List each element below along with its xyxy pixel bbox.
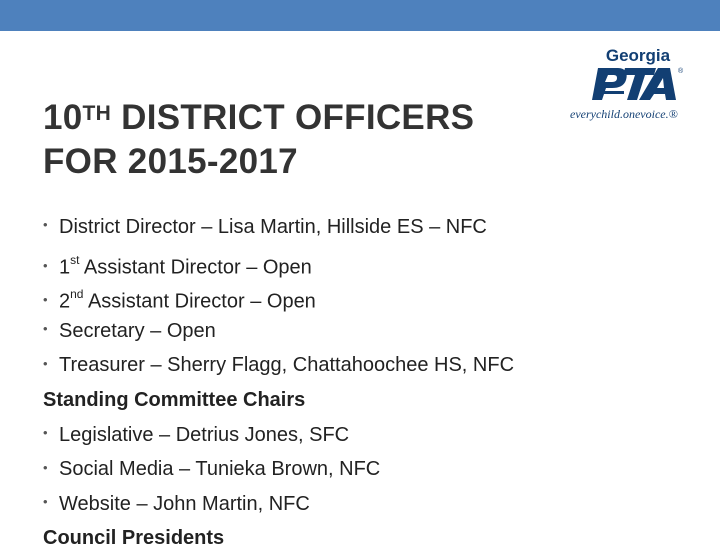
council-presidents-heading: Council Presidents: [43, 527, 225, 550]
list-item-text: Website – John Martin, NFC: [59, 492, 310, 515]
title-line-1: [43, 96, 474, 140]
logo-trademark: ®: [678, 68, 684, 75]
bullet-icon: •: [43, 355, 48, 371]
list-item-text: Assistant Director – Open: [79, 256, 312, 279]
logo-tagline: everychild.onevoice.®: [570, 107, 678, 121]
list-item-text: Assistant Director – Open: [83, 290, 316, 313]
title-line-2: FOR 2015-2017: [43, 142, 298, 181]
slide-title: [43, 96, 474, 184]
pta-logo-mark: [592, 66, 684, 102]
list-item: [43, 487, 713, 522]
bullet-icon: •: [43, 459, 48, 475]
list-item: [43, 279, 713, 314]
list-item: [43, 210, 713, 245]
slide-body: [43, 210, 713, 556]
bullet-icon: •: [43, 292, 48, 308]
title-number: 10: [43, 98, 83, 137]
title-ordinal-suffix: TH: [82, 102, 112, 125]
bullet-icon: •: [43, 494, 48, 510]
list-item: [43, 348, 713, 383]
bullet-icon: •: [43, 321, 48, 337]
list-item-text: Treasurer – Sherry Flagg, Chattahoochee HS, NFC: [59, 354, 515, 377]
ordinal-number: 1: [59, 256, 71, 279]
list-item-text: Social Media – Tunieka Brown, NFC: [59, 458, 381, 481]
list-item: [43, 245, 713, 280]
list-item-text: District Director – Lisa Martin, Hillside ES – NFC: [59, 216, 487, 238]
georgia-pta-logo: [568, 44, 708, 124]
list-item: [43, 314, 713, 349]
ordinal-suffix: nd: [70, 287, 84, 302]
list-item: [43, 418, 713, 453]
list-item-text: Secretary – Open: [59, 319, 216, 342]
list-item-text: Legislative – Detrius Jones, SFC: [59, 423, 350, 446]
standing-committee-heading: Standing Committee Chairs: [43, 388, 306, 411]
title-text: DISTRICT OFFICERS: [111, 98, 475, 137]
top-accent-bar: [0, 0, 720, 31]
bullet-icon: •: [43, 424, 48, 440]
ordinal-number: 2: [59, 290, 71, 313]
list-item: [43, 452, 713, 487]
bullet-icon: •: [43, 257, 48, 273]
bullet-icon: •: [43, 217, 48, 233]
logo-state-name: Georgia: [605, 46, 671, 65]
ordinal-suffix: st: [70, 252, 80, 267]
